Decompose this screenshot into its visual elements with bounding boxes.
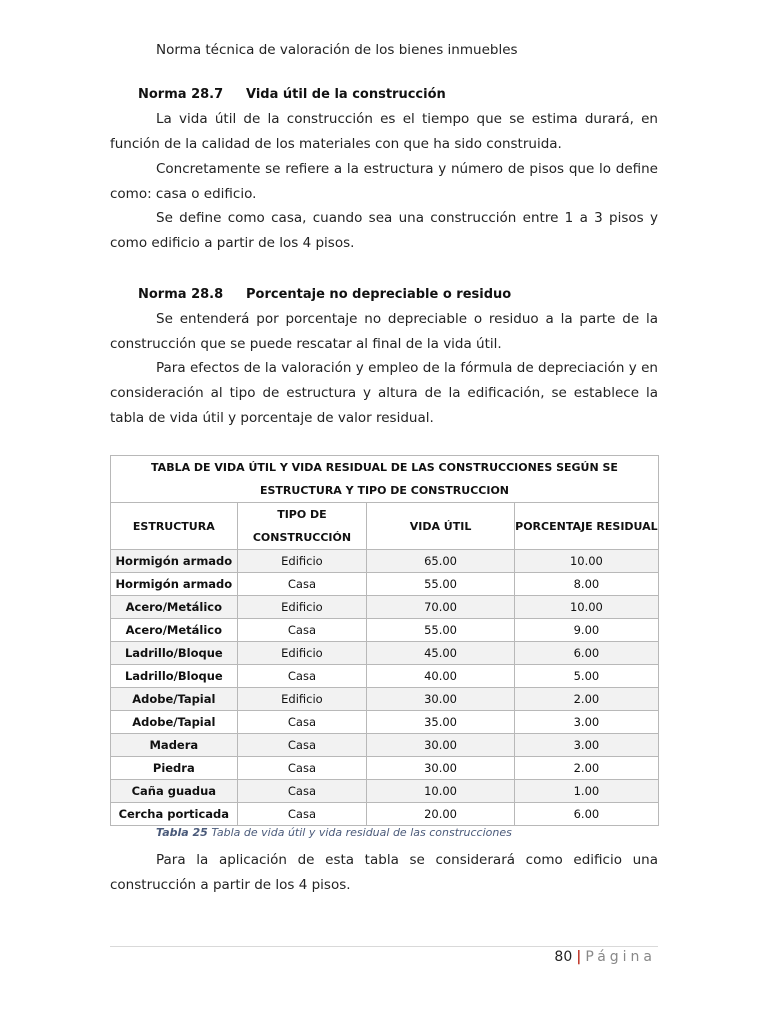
table-row [111,550,659,573]
section-number: Norma 28.8 [138,287,224,302]
table-row [111,665,659,688]
cell-estructura: Ladrillo/Bloque [111,642,238,665]
cell-vida-util: 20.00 [367,803,515,826]
footer-separator: | [576,949,582,965]
cell-vida-util: 35.00 [367,711,515,734]
section-number: Norma 28.7 [138,87,224,102]
cell-tipo: Casa [237,780,367,803]
cell-porcentaje: 10.00 [514,596,658,619]
cell-tipo: Edificio [237,596,367,619]
caption-label: Tabla 25 [156,826,208,839]
cell-tipo: Casa [237,573,367,596]
cell-tipo: Casa [237,619,367,642]
cell-porcentaje: 6.00 [514,803,658,826]
cell-tipo: Casa [237,711,367,734]
paragraph: La vida útil de la construcción es el tiempo que se estima durará, en función de la calidad de los materiales con que ha sido construida. [110,111,658,152]
caption-text: Tabla de vida útil y vida residual de las construcciones [211,826,512,839]
cell-tipo: Edificio [237,688,367,711]
cell-porcentaje: 1.00 [514,780,658,803]
table-row [111,596,659,619]
section-heading-28-8 [138,287,511,302]
running-header: Norma técnica de valoración de los bienes inmuebles [156,42,518,58]
page-word: Página [585,949,656,965]
table-caption [156,826,512,839]
paragraph: Se define como casa, cuando sea una construcción entre 1 a 3 pisos y como edificio a partir de los 4 pisos. [110,210,658,251]
cell-estructura: Adobe/Tapial [111,711,238,734]
column-header-porcentaje: PORCENTAJE RESIDUAL [514,503,658,550]
cell-estructura: Piedra [111,757,238,780]
cell-porcentaje: 3.00 [514,711,658,734]
table-row [111,757,659,780]
cell-estructura: Acero/Metálico [111,619,238,642]
table-row [111,642,659,665]
closing-paragraph: Para la aplicación de esta tabla se considerará como edificio una construcción a partir de los 4 pisos. [110,852,658,893]
cell-estructura: Hormigón armado [111,550,238,573]
section-title: Porcentaje no depreciable o residuo [246,287,512,302]
cell-estructura: Acero/Metálico [111,596,238,619]
table-row [111,619,659,642]
column-header-estructura: ESTRUCTURA [111,503,238,550]
cell-vida-util: 65.00 [367,550,515,573]
cell-vida-util: 30.00 [367,688,515,711]
cell-tipo: Edificio [237,550,367,573]
page-footer [554,949,656,965]
section-title: Vida útil de la construcción [246,87,446,102]
vida-util-table [110,455,659,826]
cell-porcentaje: 9.00 [514,619,658,642]
table-title: TABLA DE VIDA ÚTIL Y VIDA RESIDUAL DE LAS CONSTRUCCIONES SEGÚN SE ESTRUCTURA Y TIPO DE CONSTRUCCION [111,456,659,503]
cell-vida-util: 30.00 [367,734,515,757]
table-row [111,780,659,803]
cell-tipo: Casa [237,757,367,780]
cell-estructura: Cercha porticada [111,803,238,826]
cell-tipo: Casa [237,665,367,688]
paragraph: Concretamente se refiere a la estructura y número de pisos que lo define como: casa o edificio. [110,161,658,202]
section-heading-28-7 [138,87,446,102]
table-row [111,688,659,711]
table-row [111,734,659,757]
cell-porcentaje: 6.00 [514,642,658,665]
cell-vida-util: 30.00 [367,757,515,780]
cell-vida-util: 45.00 [367,642,515,665]
footer-divider [110,946,658,947]
cell-porcentaje: 5.00 [514,665,658,688]
cell-estructura: Madera [111,734,238,757]
cell-vida-util: 55.00 [367,619,515,642]
paragraph: Para efectos de la valoración y empleo de la fórmula de depreciación y en consideración al tipo de estructura y altura de la edificación, se establece la tabla de vida útil y porcentaje de valor residual. [110,360,658,426]
cell-vida-util: 10.00 [367,780,515,803]
table-row [111,803,659,826]
cell-tipo: Casa [237,734,367,757]
table-row [111,711,659,734]
cell-porcentaje: 3.00 [514,734,658,757]
cell-tipo: Edificio [237,642,367,665]
cell-porcentaje: 10.00 [514,550,658,573]
table-row [111,573,659,596]
paragraph: Se entenderá por porcentaje no depreciable o residuo a la parte de la construcción que se puede rescatar al final de la vida útil. [110,311,658,352]
cell-vida-util: 55.00 [367,573,515,596]
column-header-vida-util: VIDA ÚTIL [367,503,515,550]
cell-porcentaje: 2.00 [514,757,658,780]
cell-porcentaje: 8.00 [514,573,658,596]
cell-estructura: Ladrillo/Bloque [111,665,238,688]
cell-vida-util: 40.00 [367,665,515,688]
cell-estructura: Hormigón armado [111,573,238,596]
cell-vida-util: 70.00 [367,596,515,619]
table-body [111,550,659,826]
cell-estructura: Adobe/Tapial [111,688,238,711]
column-header-tipo: TIPO DE CONSTRUCCIÓN [237,503,367,550]
cell-tipo: Casa [237,803,367,826]
page-number: 80 [554,949,573,965]
cell-porcentaje: 2.00 [514,688,658,711]
cell-estructura: Caña guadua [111,780,238,803]
